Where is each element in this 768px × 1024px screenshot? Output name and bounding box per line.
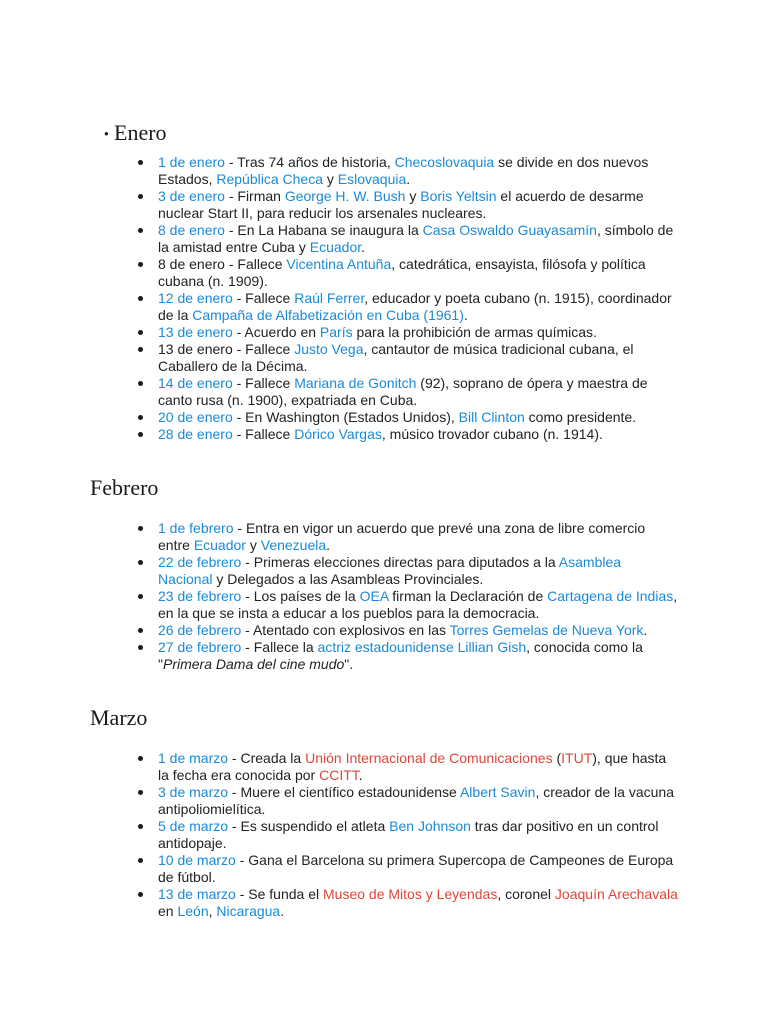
list-item [158, 750, 678, 784]
section-title-enero [114, 120, 167, 146]
wiki-link[interactable]: Justo Vega [294, 341, 364, 357]
list-item [158, 222, 678, 256]
wiki-link[interactable]: Mariana de Gonitch [294, 375, 417, 391]
event-text: - Tras 74 años de historia, [224, 154, 395, 170]
event-text: 13 de enero - Fallece [158, 341, 295, 357]
list-item [158, 784, 678, 818]
wiki-link[interactable]: Venezuela [260, 537, 327, 553]
date-link[interactable]: 13 de enero [158, 324, 233, 340]
date-link[interactable]: 10 de marzo [158, 852, 236, 868]
list-item [158, 409, 678, 426]
event-quote: Primera Dama del cine mudo [162, 656, 345, 672]
event-text: el acuerdo de desarme nuclear Start II, para reducir los arsenales nucleares. [158, 188, 644, 221]
event-text: , conocida como la " [158, 639, 643, 672]
list-item [158, 639, 678, 673]
date-link[interactable]: 23 de febrero [158, 588, 242, 604]
list-item [158, 375, 678, 409]
date-link[interactable]: 28 de enero [158, 426, 233, 442]
event-text: - Fallece la [241, 639, 318, 655]
event-text: - Entra en vigor un acuerdo que prevé una zona de libre comercio entre [158, 520, 646, 553]
event-text: ), que hasta la fecha era conocida por [158, 750, 667, 783]
list-item [158, 622, 678, 639]
wiki-link[interactable]: Bill Clinton [458, 409, 525, 425]
event-text: (92), soprano de ópera y maestra de canto rusa (n. 1900), expatriada en Cuba. [158, 375, 648, 408]
event-text: y [245, 537, 261, 553]
wiki-link[interactable]: Casa Oswaldo Guayasamín [422, 222, 597, 238]
date-link[interactable]: 26 de febrero [158, 622, 242, 638]
wiki-link[interactable]: Cartagena de Indias [547, 588, 674, 604]
event-text: para la prohibición de armas químicas. [352, 324, 597, 340]
wiki-link[interactable]: León [177, 903, 209, 919]
event-text: - En Washington (Estados Unidos), [232, 409, 459, 425]
date-link[interactable]: 14 de enero [158, 375, 233, 391]
wiki-link[interactable]: Nicaragua [216, 903, 281, 919]
date-link[interactable]: 8 de enero [158, 222, 225, 238]
event-text: - Firman [224, 188, 285, 204]
febrero-event-list [158, 520, 678, 673]
wiki-link[interactable]: Vicentina Antuña [286, 256, 392, 272]
list-item [158, 290, 678, 324]
wiki-link[interactable]: actriz estadounidense Lillian Gish [317, 639, 527, 655]
event-text: - Fallece [232, 375, 295, 391]
wiki-link[interactable]: París [319, 324, 353, 340]
missing-page-link[interactable]: Museo de Mitos y Leyendas [323, 886, 498, 902]
event-text: - Fallece [232, 426, 295, 442]
wiki-link[interactable]: Dórico Vargas [294, 426, 382, 442]
date-link[interactable]: 1 de febrero [158, 520, 234, 536]
wiki-link[interactable]: Torres Gemelas de Nueva York [449, 622, 644, 638]
date-link[interactable]: 3 de marzo [158, 784, 229, 800]
date-link[interactable]: 12 de enero [158, 290, 233, 306]
event-text: . [358, 767, 363, 783]
marzo-event-list [158, 750, 678, 920]
missing-page-link[interactable]: Joaquín Arechavala [554, 886, 678, 902]
enero-event-list [158, 154, 678, 443]
date-link[interactable]: 1 de marzo [158, 750, 229, 766]
date-link[interactable]: 3 de enero [158, 188, 225, 204]
section-title-marzo: Marzo [90, 705, 148, 730]
event-text: , catedrática, ensayista, filósofa y política cubana (n. 1909). [158, 256, 646, 289]
wiki-link[interactable]: Boris Yeltsin [420, 188, 497, 204]
section-title-febrero: Febrero [90, 475, 159, 500]
event-text: - Muere el científico estadounidense [228, 784, 460, 800]
wiki-link[interactable]: George H. W. Bush [284, 188, 406, 204]
event-text: - Gana el Barcelona su primera Supercopa de Campeones de Europa de fútbol. [158, 852, 674, 885]
section-title-text: Enero [114, 120, 167, 145]
list-item [158, 188, 678, 222]
wiki-link[interactable]: Eslovaquia [337, 171, 407, 187]
event-text: y Delegados a las Asambleas Provinciales. [212, 571, 484, 587]
event-text: firman la Declaración de [388, 588, 548, 604]
event-text: , creador de la vacuna antipoliomielítica. [158, 784, 674, 817]
event-text: . [280, 903, 285, 919]
event-text: - Primeras elecciones directas para diputados a la [241, 554, 559, 570]
event-text: ( [552, 750, 562, 766]
event-text: - Se funda el [235, 886, 323, 902]
event-text: - Creada la [228, 750, 306, 766]
event-text: - En La Habana se inaugura la [224, 222, 423, 238]
event-text: - Atentado con explosivos en las [241, 622, 450, 638]
missing-page-link[interactable]: Unión Internacional de Comunicaciones [305, 750, 553, 766]
date-link[interactable]: 5 de marzo [158, 818, 229, 834]
event-text: , coronel [497, 886, 555, 902]
list-item [158, 554, 678, 588]
list-item [158, 324, 678, 341]
wiki-link[interactable]: Asamblea Nacional [158, 554, 622, 587]
event-text: , símbolo de la amistad entre Cuba y [158, 222, 674, 255]
wiki-link[interactable]: República Checa [216, 171, 323, 187]
event-text: . [643, 622, 648, 638]
list-item [158, 341, 678, 375]
wiki-link[interactable]: Ecuador [309, 239, 362, 255]
list-item [158, 886, 678, 920]
event-text: ". [344, 656, 354, 672]
event-text: y [323, 171, 338, 187]
bullet-icon [104, 120, 109, 148]
event-text: , en la que se insta a educar a los pueblos para la democracia. [158, 588, 678, 621]
event-text: 8 de enero - Fallece [158, 256, 287, 272]
event-text: - Acuerdo en [232, 324, 320, 340]
wiki-link[interactable]: Raúl Ferrer [294, 290, 365, 306]
event-text: tras dar positivo en un control antidopaje. [158, 818, 659, 851]
list-item [158, 256, 678, 290]
list-item [158, 154, 678, 188]
wiki-link[interactable]: Ben Johnson [389, 818, 471, 834]
list-item [158, 588, 678, 622]
event-text: . [463, 307, 468, 323]
event-text: , educador y poeta cubano (n. 1915), coordinador de la [158, 290, 672, 323]
event-text: - Fallece [232, 290, 295, 306]
event-text: . [406, 171, 411, 187]
wiki-link[interactable]: Albert Savin [459, 784, 536, 800]
event-text: , cantautor de música tradicional cubana, el Caballero de la Décima. [158, 341, 634, 374]
list-item [158, 426, 678, 443]
wiki-link[interactable]: Campaña de Alfabetización en Cuba (1961) [192, 307, 464, 323]
wiki-link[interactable]: Ecuador [193, 537, 246, 553]
event-text: . [326, 537, 331, 553]
event-text: , músico trovador cubano (n. 1914). [381, 426, 603, 442]
date-link[interactable]: 1 de enero [158, 154, 225, 170]
date-link[interactable]: 20 de enero [158, 409, 233, 425]
event-text: en [158, 903, 178, 919]
date-link[interactable]: 13 de marzo [158, 886, 236, 902]
missing-page-link[interactable]: ITUT [561, 750, 593, 766]
list-item [158, 852, 678, 886]
event-text: y [405, 188, 421, 204]
event-text: , [208, 903, 217, 919]
wiki-link[interactable]: OEA [359, 588, 389, 604]
event-text: se divide en dos nuevos Estados, [158, 154, 649, 187]
event-text: . [361, 239, 366, 255]
list-item [158, 818, 678, 852]
event-text: - Los países de la [241, 588, 360, 604]
date-link[interactable]: 22 de febrero [158, 554, 242, 570]
event-text: como presidente. [524, 409, 637, 425]
event-text: - Es suspendido el atleta [228, 818, 390, 834]
wiki-link[interactable]: Checoslovaquia [394, 154, 495, 170]
list-item [158, 520, 678, 554]
missing-page-link[interactable]: CCITT [319, 767, 359, 783]
date-link[interactable]: 27 de febrero [158, 639, 242, 655]
